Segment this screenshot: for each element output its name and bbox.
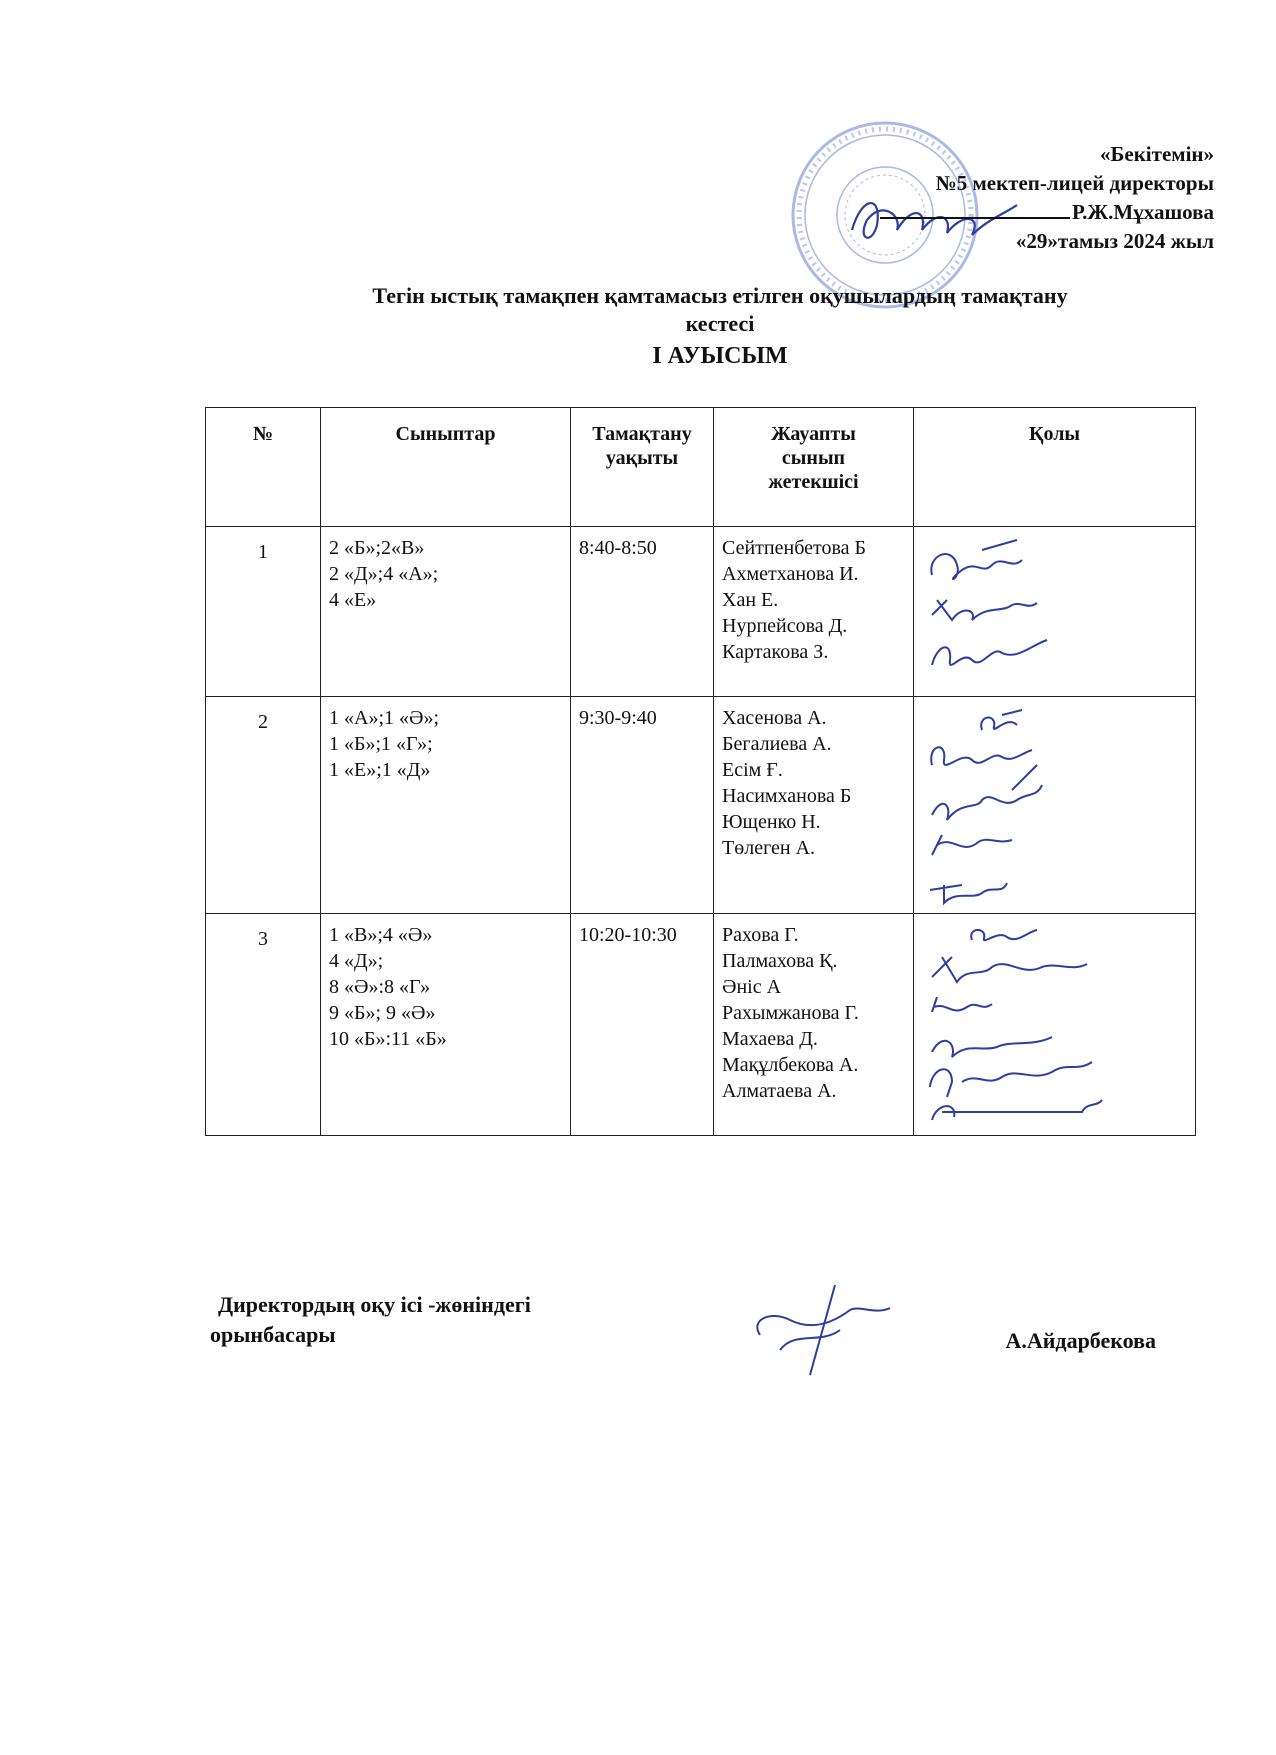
class-line: 2 «Б»;2«В» xyxy=(329,537,425,559)
signatures-handwritten xyxy=(922,705,1192,905)
row-signatures xyxy=(914,697,1196,914)
teacher-line: Төлеген А. xyxy=(722,837,816,859)
teacher-line: Насимханова Б xyxy=(722,785,852,807)
approval-heading: «Бекітемін» xyxy=(1099,142,1214,166)
header-classes: Сыныптар xyxy=(321,408,571,527)
document-title xyxy=(240,282,1200,370)
table-row xyxy=(206,914,1196,1136)
deputy-role xyxy=(210,1290,531,1350)
class-line: 9 «Б»; 9 «Ә» xyxy=(329,1002,436,1024)
title-line-1: Тегін ыстық тамақпен қамтамасыз етілген оқушылардың тамақтану xyxy=(372,283,1068,308)
deputy-role-line1: Директордың оқу ісі -жөніндегі xyxy=(218,1292,531,1317)
teacher-line: Сейтпенбетова Б xyxy=(722,537,866,559)
row-time: 8:40-8:50 xyxy=(571,527,714,697)
teacher-line: Рахова Г. xyxy=(722,924,799,946)
row-time: 10:20-10:30 xyxy=(571,914,714,1136)
header-num: № xyxy=(206,408,321,527)
teacher-line: Нурпейсова Д. xyxy=(722,615,848,637)
header-time xyxy=(571,408,714,527)
deputy-role-line2: орынбасары xyxy=(210,1322,336,1347)
row-signatures xyxy=(914,527,1196,697)
row-num: 3 xyxy=(206,914,321,1136)
approval-date: «29»тамыз 2024 жыл xyxy=(1015,229,1214,253)
signatures-handwritten xyxy=(922,922,1192,1127)
table-row xyxy=(206,527,1196,697)
row-teachers xyxy=(714,527,914,697)
header-signature: Қолы xyxy=(914,408,1196,527)
row-num: 1 xyxy=(206,527,321,697)
table-header-row xyxy=(206,408,1196,527)
class-line: 1 «Е»;1 «Д» xyxy=(329,759,431,781)
teacher-line: Палмахова Қ. xyxy=(722,950,838,972)
class-line: 1 «В»;4 «Ә» xyxy=(329,924,433,946)
deputy-signature xyxy=(740,1280,900,1380)
shift-title: І АУЫСЫМ xyxy=(652,343,788,369)
header-teacher-line1: Жауапты xyxy=(771,423,856,445)
header-teacher-line3: жетекшісі xyxy=(768,471,859,493)
deputy-name: А.Айдарбекова xyxy=(1005,1328,1156,1353)
row-num: 2 xyxy=(206,697,321,914)
row-teachers xyxy=(714,697,914,914)
header-time-line1: Тамақтану xyxy=(592,423,692,445)
class-line: 4 «Д»; xyxy=(329,950,384,972)
class-line: 8 «Ә»:8 «Г» xyxy=(329,976,431,998)
teacher-line: Бегалиева А. xyxy=(722,733,832,755)
header-teacher xyxy=(714,408,914,527)
teacher-line: Махаева Д. xyxy=(722,1028,818,1050)
teacher-line: Рахымжанова Г. xyxy=(722,1002,859,1024)
class-line: 2 «Д»;4 «А»; xyxy=(329,563,439,585)
row-teachers xyxy=(714,914,914,1136)
approval-position: №5 мектеп-лицей директоры xyxy=(935,171,1214,195)
meal-schedule-table xyxy=(205,407,1196,1136)
teacher-line: Хан Е. xyxy=(722,589,779,611)
teacher-line: Хасенова А. xyxy=(722,707,827,729)
signature-line xyxy=(880,217,1070,219)
teacher-line: Мақұлбекова А. xyxy=(722,1054,859,1076)
row-classes xyxy=(321,914,571,1136)
approval-director-name: Р.Ж.Мұхашова xyxy=(1071,200,1214,224)
teacher-line: Алматаева А. xyxy=(722,1080,837,1102)
row-classes xyxy=(321,697,571,914)
table-row xyxy=(206,697,1196,914)
class-line: 10 «Б»:11 «Б» xyxy=(329,1028,447,1050)
teacher-line: Ахметханова И. xyxy=(722,563,859,585)
signatures-handwritten xyxy=(922,535,1192,685)
class-line: 4 «Е» xyxy=(329,589,377,611)
teacher-line: Есім Ғ. xyxy=(722,759,783,781)
title-line-2: кестесі xyxy=(685,311,755,336)
approval-block xyxy=(880,140,1214,256)
row-classes xyxy=(321,527,571,697)
row-signatures xyxy=(914,914,1196,1136)
header-teacher-line2: сынып xyxy=(781,447,846,469)
approval-director-line xyxy=(880,198,1214,227)
teacher-line: Ющенко Н. xyxy=(722,811,821,833)
class-line: 1 «Б»;1 «Г»; xyxy=(329,733,433,755)
teacher-line: Картакова З. xyxy=(722,641,829,663)
teacher-line: Әніс А xyxy=(722,976,782,998)
row-time: 9:30-9:40 xyxy=(571,697,714,914)
class-line: 1 «А»;1 «Ә»; xyxy=(329,707,439,729)
header-time-line2: уақыты xyxy=(605,447,679,469)
